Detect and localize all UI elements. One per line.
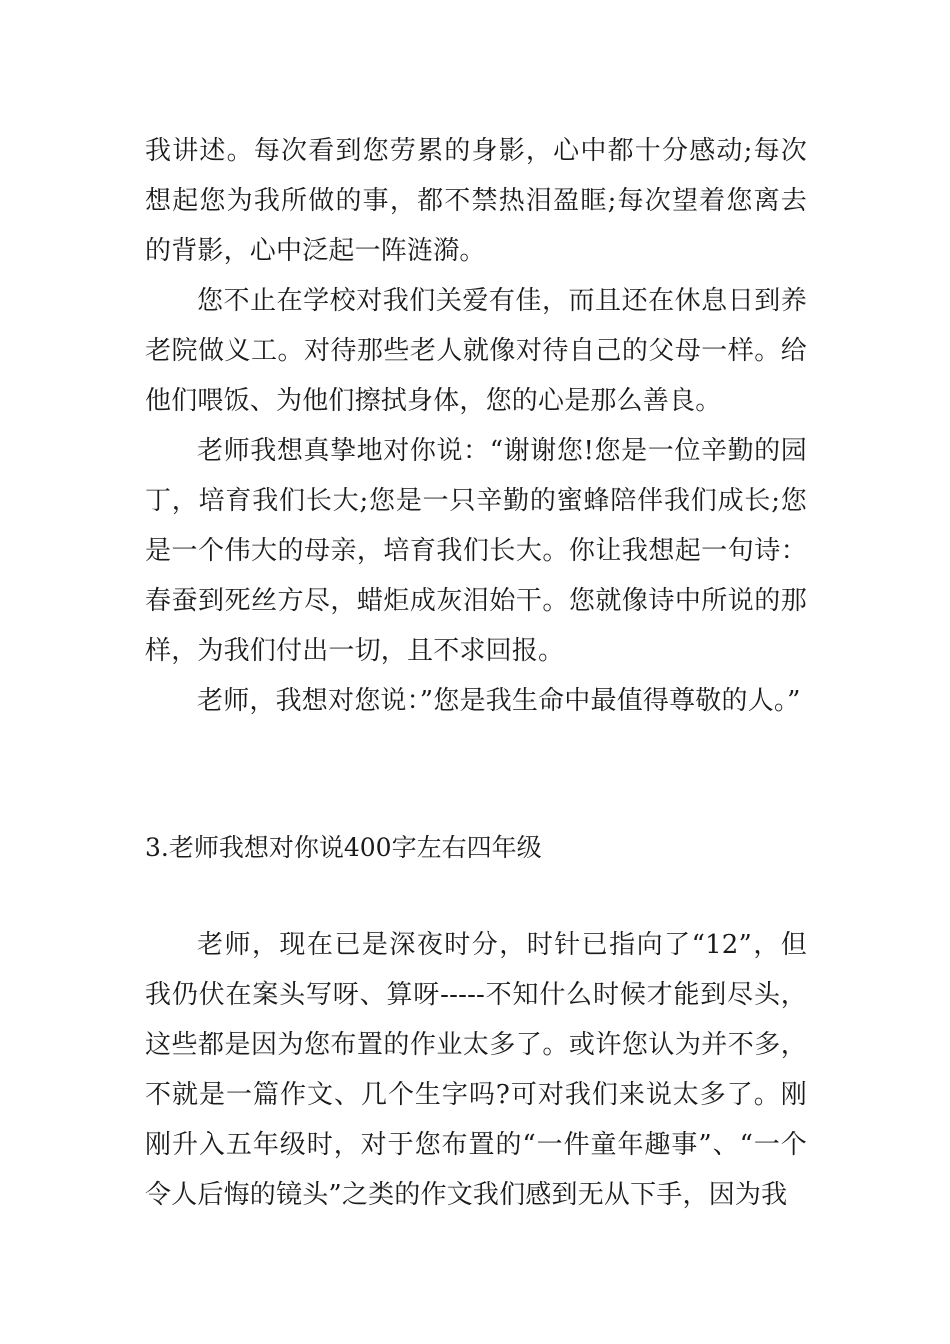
- paragraph: 老师，我想对您说：”您是我生命中最值得尊敬的人。”: [197, 686, 801, 716]
- paragraph: 您不止在学校对我们关爱有佳，而且还在休息日到养老院做义工。对待那些老人就像对待自己的父母一样。给他们喂饭、为他们擦拭身体，您的心是那么善良。: [145, 286, 807, 416]
- paragraph: 老师我想真挚地对你说：“谢谢您!您是一位辛勤的园丁，培育我们长大;您是一只辛勤的蜜蜂陪伴我们成长;您是一个伟大的母亲，培育我们长大。你让我想起一句诗：春蚕到死丝方尽，蜡炬成灰泪始干。您就像诗中所说的那样，为我们付出一切，且不求回报。: [145, 436, 807, 666]
- essay-section-3: [145, 920, 807, 1220]
- section-heading: 3.老师我想对你说400字左右四年级: [145, 833, 542, 862]
- paragraph-continued: 我讲述。每次看到您劳累的身影，心中都十分感动;每次想起您为我所做的事，都不禁热泪盈眶;每次望着您离去的背影，心中泛起一阵涟漪。: [145, 136, 807, 266]
- paragraph: 老师，现在已是深夜时分，时针已指向了“12”，但我仍伏在案头写呀、算呀-----不知什么时候才能到尽头，这些都是因为您布置的作业太多了。或许您认为并不多，不就是一篇作文、几个生字吗?可对我们来说太多了。刚刚升入五年级时，对于您布置的“一件童年趣事”、“一个令人后悔的镜头”之类的作文我们感到无从下手，因为我: [145, 930, 807, 1210]
- essay-section-previous: [145, 126, 807, 726]
